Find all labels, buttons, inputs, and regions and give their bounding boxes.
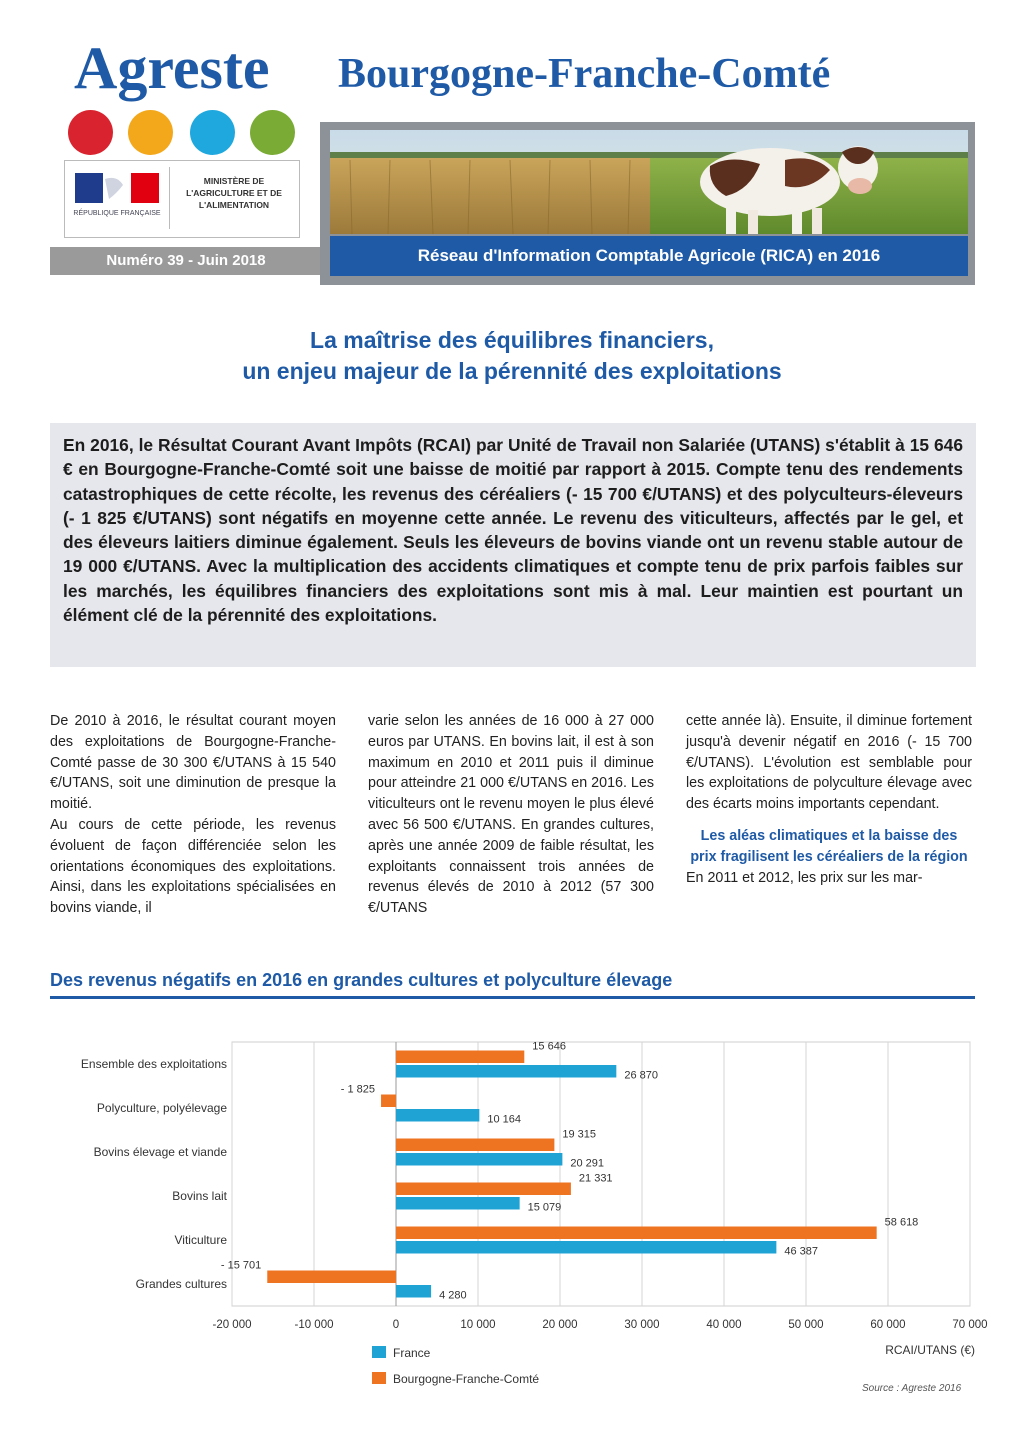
data-label: - 15 701 bbox=[220, 1259, 262, 1272]
legend-label: France bbox=[393, 1346, 431, 1360]
bar-france bbox=[396, 1241, 776, 1254]
data-label: - 1 825 bbox=[340, 1083, 376, 1096]
paragraph: De 2010 à 2016, le résultat courant moyen des exploitations de Bourgogne-Franche-Comté passe de 30 300 €/UTANS à 15 540 €/UTANS, soit une diminution de presque la moitié. bbox=[50, 713, 336, 813]
ministry-logo bbox=[64, 160, 300, 238]
x-tick-label: 50 000 bbox=[788, 1319, 824, 1331]
body-column-2 bbox=[368, 711, 654, 919]
data-label: 26 870 bbox=[624, 1069, 658, 1082]
body-column-3 bbox=[686, 711, 972, 888]
data-label: 58 618 bbox=[884, 1216, 919, 1229]
category-label: Viticulture bbox=[174, 1233, 227, 1247]
bar-france bbox=[396, 1285, 431, 1298]
bar-france bbox=[396, 1153, 562, 1166]
bar-bfc bbox=[396, 1051, 524, 1064]
category-label: Bovins élevage et viande bbox=[93, 1145, 227, 1159]
abstract-box bbox=[50, 423, 976, 667]
category-label: Grandes cultures bbox=[135, 1277, 227, 1291]
data-label: 15 646 bbox=[532, 1040, 566, 1053]
chart-title-rule bbox=[50, 996, 975, 999]
title-line-2: un enjeu majeur de la pérennité des exploitations bbox=[242, 358, 782, 384]
data-label: 46 387 bbox=[784, 1245, 819, 1258]
green-dot bbox=[250, 110, 295, 155]
legend-swatch bbox=[372, 1346, 386, 1358]
marianne-flag-icon bbox=[71, 171, 163, 207]
body-column-1 bbox=[50, 711, 336, 919]
x-tick-label: 20 000 bbox=[542, 1319, 578, 1331]
data-label: 4 280 bbox=[439, 1289, 467, 1302]
cow-field-photo bbox=[330, 130, 968, 234]
rica-banner: Réseau d'Information Comptable Agricole (RICA) en 2016 bbox=[330, 236, 968, 276]
source-note: Source : Agreste 2016 bbox=[862, 1383, 962, 1394]
x-tick-label: 60 000 bbox=[870, 1319, 906, 1331]
page-title bbox=[100, 325, 924, 387]
x-tick-label: -10 000 bbox=[294, 1319, 334, 1331]
data-label: 20 291 bbox=[570, 1157, 605, 1170]
data-label: 21 331 bbox=[578, 1172, 613, 1185]
legend-swatch bbox=[372, 1372, 386, 1384]
bar-bfc bbox=[396, 1139, 554, 1152]
data-label: 15 079 bbox=[527, 1201, 562, 1214]
section-subheading: Les aléas climatiques et la baisse des prix fragilisent les céréaliers de la région bbox=[690, 827, 968, 865]
region-title: Bourgogne-Franche-Comté bbox=[338, 51, 831, 97]
chart-title: Des revenus négatifs en 2016 en grandes cultures et polyculture élevage bbox=[50, 970, 673, 990]
x-tick-label: -20 000 bbox=[212, 1319, 252, 1331]
legend-label: Bourgogne-Franche-Comté bbox=[393, 1372, 540, 1386]
data-label: 19 315 bbox=[562, 1128, 597, 1141]
bar-bfc bbox=[381, 1095, 396, 1108]
logo-divider bbox=[169, 167, 170, 229]
bar-bfc bbox=[267, 1271, 396, 1284]
x-tick-label: 30 000 bbox=[624, 1319, 660, 1331]
data-label: 10 164 bbox=[487, 1113, 522, 1126]
blue-dot bbox=[190, 110, 235, 155]
red-dot bbox=[68, 110, 113, 155]
x-tick-label: 70 000 bbox=[952, 1319, 988, 1331]
revenue-bar-chart bbox=[0, 1000, 1024, 1400]
republic-label: RÉPUBLIQUE FRANÇAISE bbox=[73, 210, 161, 217]
category-label: Bovins lait bbox=[172, 1189, 227, 1203]
abstract-text: En 2016, le Résultat Courant Avant Impôts (RCAI) par Unité de Travail non Salariée (UTANS) s'établit à 15 646 € en Bourgogne-Franche-Comté soit une baisse de moitié par rapport à 2015. Compte tenu des rendements catastrophiques de cette récolte, les revenus des céréaliers (- 15 700 €/UTANS) et des polyculteurs-éleveurs (- 1 825 €/UTANS) sont négatifs en moyenne cette année. Le revenu des viticulteurs, affectés par le gel, et des éleveurs laitiers diminue également. Seuls les éleveurs de bovins viande ont un revenu stable autour de 19 000 €/UTANS. Avec la multiplication des accidents climatiques et compte tenu de prix parfois faibles sur les marchés, les équilibres financiers des exploitations sont mis à mal. Leur maintien est pourtant un élément clé de la pérennité des exploitations. bbox=[63, 435, 963, 626]
brand-logo-text: Agreste bbox=[74, 35, 270, 101]
ministry-label: MINISTÈRE DE L'AGRICULTURE ET DE L'ALIMENTATION bbox=[186, 176, 282, 210]
bar-france bbox=[396, 1197, 520, 1210]
paragraph: En 2011 et 2012, les prix sur les mar- bbox=[686, 869, 923, 886]
title-line-1: La maîtrise des équilibres financiers, bbox=[310, 327, 714, 353]
x-axis-title: RCAI/UTANS (€) bbox=[885, 1343, 975, 1357]
bar-france bbox=[396, 1065, 616, 1078]
paragraph: cette année là). Ensuite, il diminue fortement jusqu'à devenir négatif en 2016 (- 15 700 €/UTANS). L'évolution est semblable pour les exploitations de polyculture élevage avec des écarts moins importants cependant. bbox=[686, 713, 972, 813]
x-tick-label: 40 000 bbox=[706, 1319, 742, 1331]
orange-dot bbox=[128, 110, 173, 155]
category-label: Polyculture, polyélevage bbox=[96, 1101, 227, 1115]
bar-bfc bbox=[396, 1183, 571, 1196]
x-tick-label: 0 bbox=[392, 1319, 400, 1331]
paragraph: Au cours de cette période, les revenus évoluent de façon différenciée selon les orientations économiques des exploitations. Ainsi, dans les exploitations spécialisées en bovins viande, il bbox=[50, 816, 336, 917]
x-tick-label: 10 000 bbox=[460, 1319, 496, 1331]
category-label: Ensemble des exploitations bbox=[80, 1057, 227, 1071]
cow-photo-illustration bbox=[330, 130, 968, 234]
bar-france bbox=[396, 1109, 479, 1122]
issue-number: Numéro 39 - Juin 2018 bbox=[50, 247, 322, 275]
paragraph: varie selon les années de 16 000 à 27 000 euros par UTANS. En bovins lait, il est à son maximum en 2010 et 2011 puis il diminue pour atteindre 21 000 €/UTANS en 2016. Les viticulteurs ont le revenu moyen le plus élevé avec 56 500 €/UTANS. En grandes cultures, après une année 2009 de faible résultat, les exploitants connaissent trois années de revenus élevés de 2010 à 2012 (57 300 €/UTANS bbox=[368, 713, 654, 917]
bar-bfc bbox=[396, 1227, 877, 1240]
